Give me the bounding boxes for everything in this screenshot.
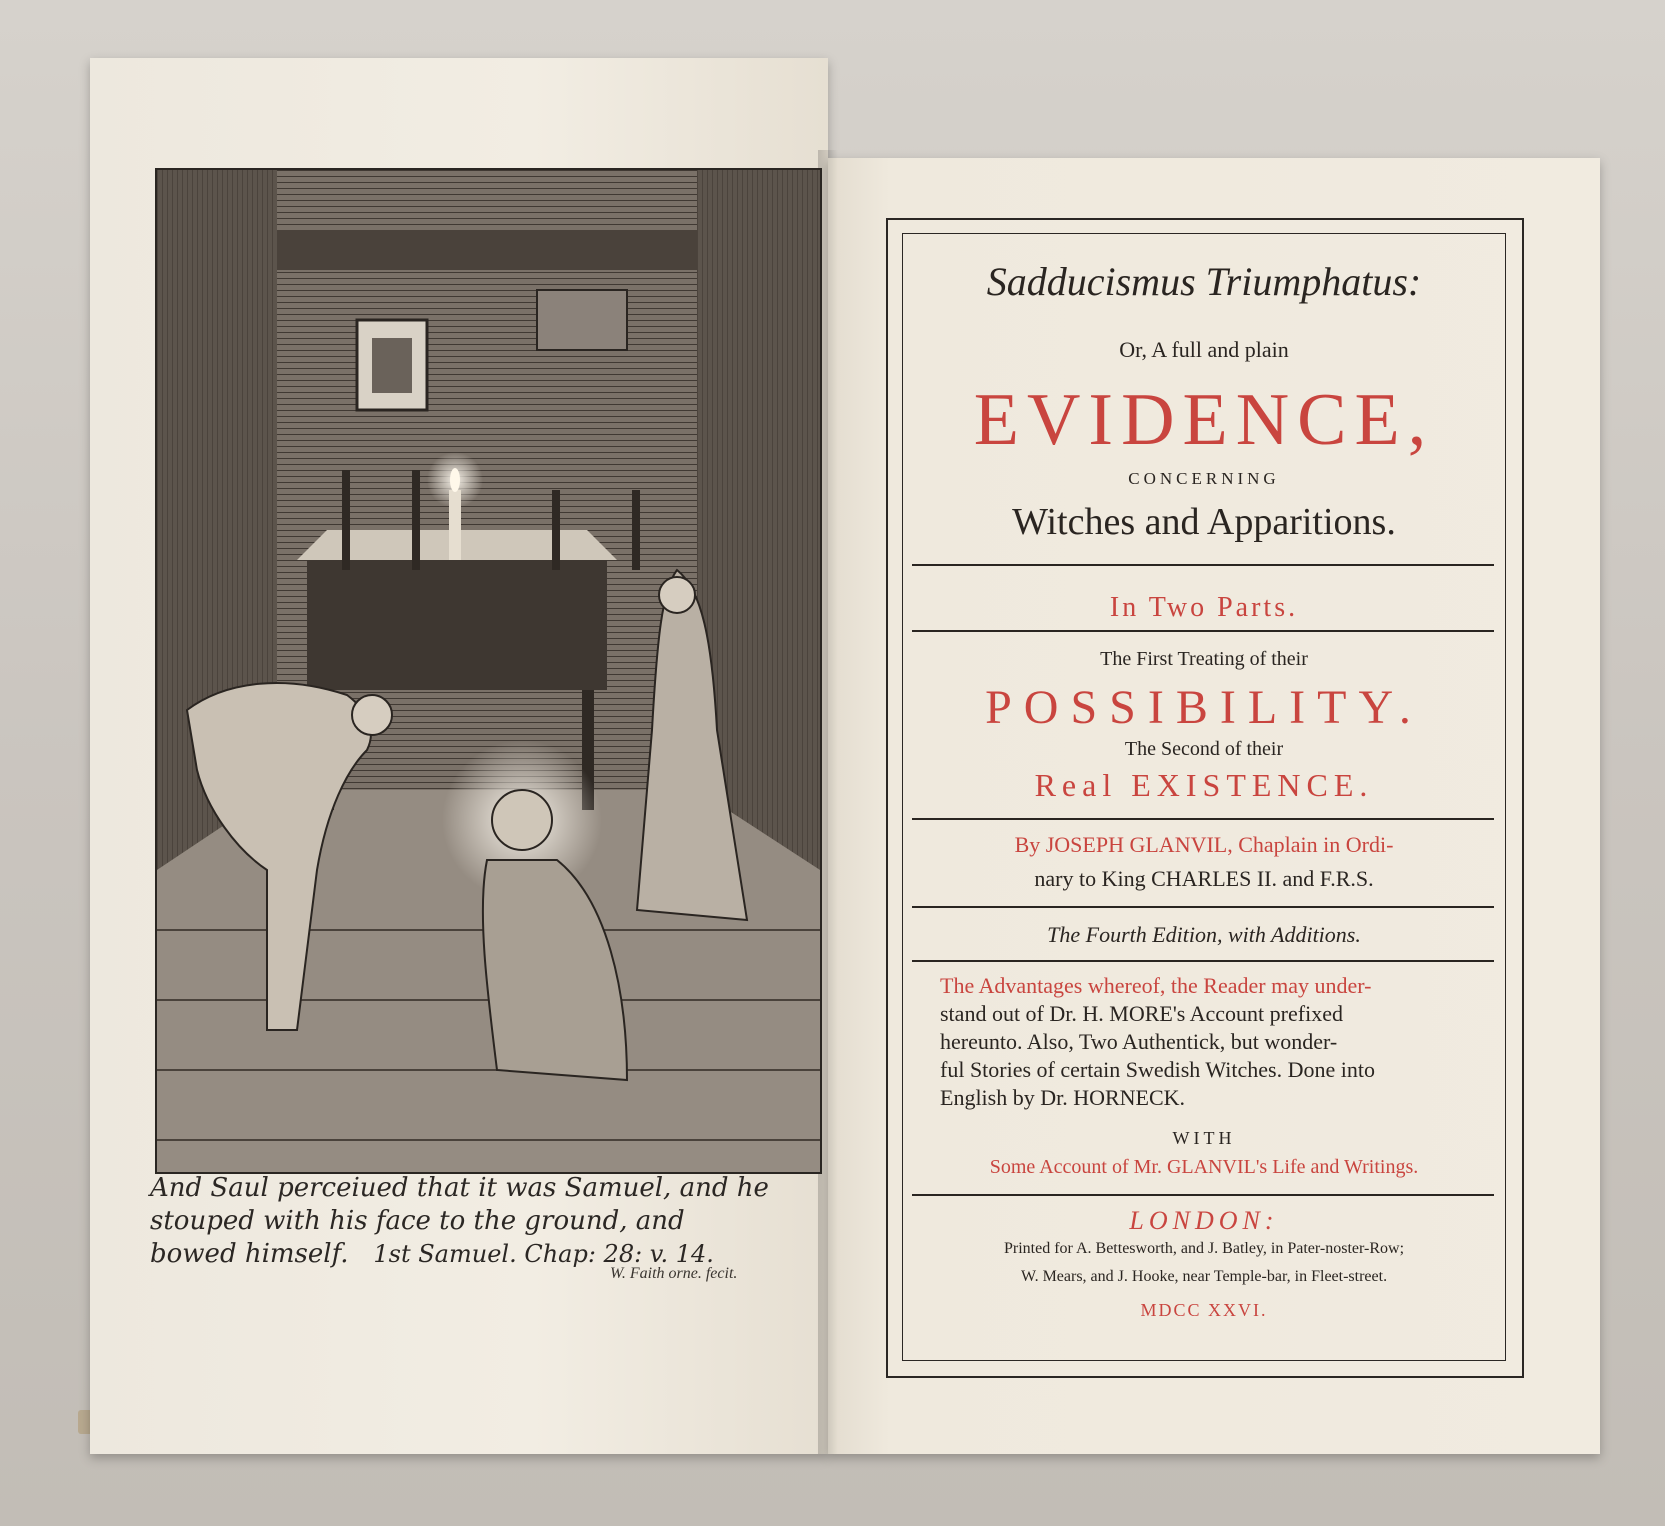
second-line: The Second of their <box>1124 738 1284 760</box>
caption-line-3: bowed himself. 1st Samuel. Chap: 28: v. 14. <box>150 1239 714 1269</box>
frontispiece-engraving <box>155 168 822 1174</box>
evidence-heading: EVIDENCE, <box>973 379 1435 461</box>
advantages-line: hereunto. Also, Two Authentick, but wonder- <box>940 1029 1338 1054</box>
concerning-line: CONCERNING <box>1128 469 1280 488</box>
divider-rule <box>912 564 1494 566</box>
imprint-line-1: Printed for A. Bettesworth, and J. Batley, in Pater-noster-Row; <box>1003 1240 1405 1257</box>
advantages-line: The Advantages whereof, the Reader may under- <box>940 973 1372 998</box>
caption-citation: 1st Samuel. Chap: 28: v. 14. <box>373 1240 714 1268</box>
possibility-heading: POSSIBILITY. <box>985 681 1423 734</box>
advantages-line: stand out of Dr. H. MORE's Account prefixed <box>940 1001 1343 1026</box>
with-line: WITH <box>1172 1128 1236 1148</box>
divider-rule <box>912 906 1494 908</box>
frontispiece-caption <box>150 1172 820 1271</box>
witches-line: Witches and Apparitions. <box>1012 501 1396 543</box>
caption-line-2: stouped with his face to the ground, and <box>150 1206 685 1236</box>
divider-rule <box>912 1194 1494 1196</box>
divider-rule <box>912 960 1494 962</box>
advantages-line: English by Dr. HORNECK. <box>940 1085 1186 1110</box>
engraver-signature: W. Faith orne. fecit. <box>610 1265 738 1282</box>
caption-line-1: And Saul perceiued that it was Samuel, and he <box>150 1173 769 1203</box>
parts-line: In Two Parts. <box>1109 592 1299 623</box>
divider-rule <box>912 818 1494 820</box>
book-subtitle: Or, A full and plain <box>1119 337 1289 362</box>
advantages-line: ful Stories of certain Swedish Witches. Done into <box>940 1057 1375 1082</box>
author-line-2: nary to King CHARLES II. and F.R.S. <box>1034 866 1374 891</box>
london-line: LONDON: <box>1129 1206 1279 1235</box>
advantages-paragraph <box>940 972 1490 1112</box>
edition-line: The Fourth Edition, with Additions. <box>1047 922 1361 947</box>
publication-date: MDCC XXVI. <box>1140 1300 1268 1320</box>
book-title: Sadducismus Triumphatus: <box>986 259 1422 304</box>
first-treating-line: The First Treating of their <box>1100 648 1308 670</box>
imprint-line-2: W. Mears, and J. Hooke, near Temple-bar, in Fleet-street. <box>1020 1268 1388 1285</box>
real-existence-heading: Real EXISTENCE. <box>1034 767 1374 803</box>
author-line-1: By JOSEPH GLANVIL, Chaplain in Ordi- <box>1014 832 1394 857</box>
divider-rule <box>912 630 1494 632</box>
some-account-line: Some Account of Mr. GLANVIL's Life and Writings. <box>989 1156 1419 1178</box>
